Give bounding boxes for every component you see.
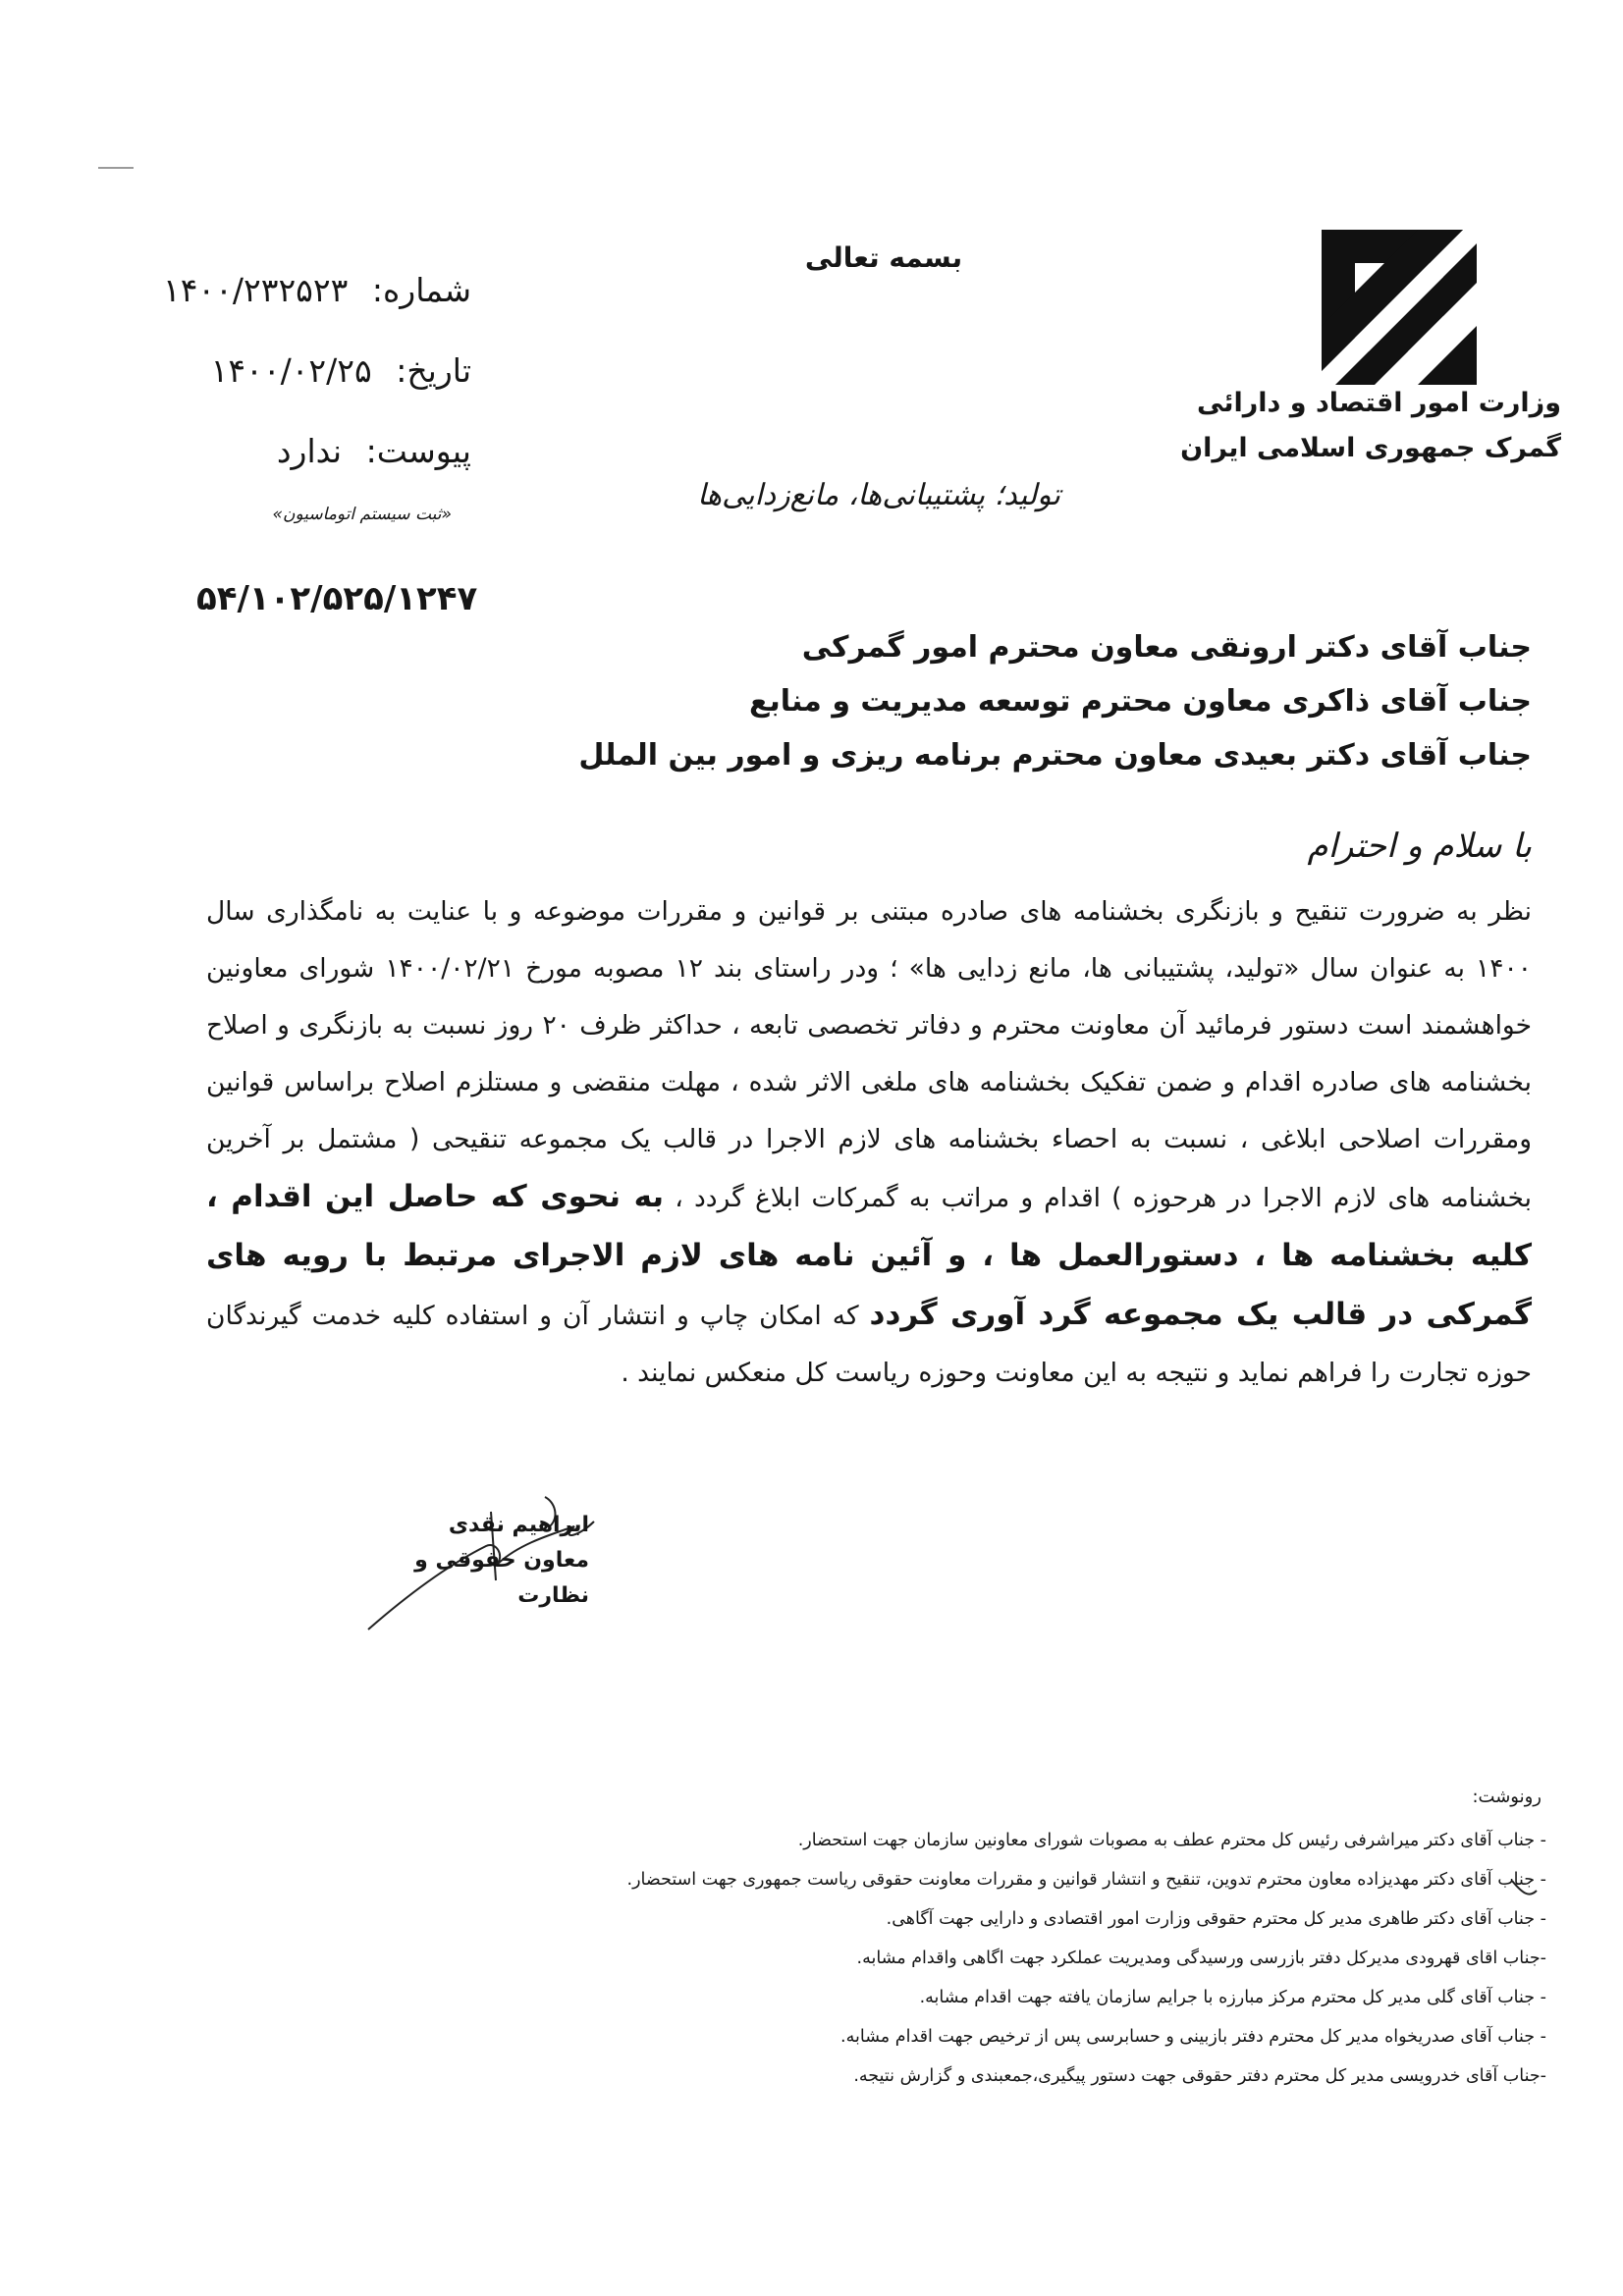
year-slogan: تولید؛ پشتیبانی‌ها، مانع‌زدایی‌ها — [697, 478, 1060, 512]
date-label: تاریخ: — [396, 351, 471, 390]
handwritten-check-mark — [1507, 1873, 1546, 1902]
organization-header — [1129, 381, 1561, 471]
attachment-value: ندارد — [276, 432, 343, 470]
date-value: ۱۴۰۰/۰۲/۲۵ — [210, 351, 372, 390]
automation-note: «ثبت سیستم اتوماسیون» — [272, 505, 452, 524]
recipient-line: جناب آقای دکتر بعیدی معاون محترم برنامه ریزی و امور بین الملل — [578, 738, 1532, 773]
body-part-1: نظر به ضرورت تنقیح و بازنگری بخشنامه های صادره مبتنی بر قوانین و مقررات موضوعه و با عنایت به نامگذاری سال ۱۴۰۰ به عنوان سال «تولید، پشتیبانی ها، مانع زدایی ها» ؛ ودر راستای بند ۱۲ مصوبه مورخ ۱۴۰۰/۰۲/۲۱ شورای معاونین خواهشمند است دستور فرمائید آن معاونت محترم و دفاتر تخصصی تابعه ، حداکثر ظرف ۲۰ روز نسبت به بازنگری و اصلاح بخشنامه های صادره اقدام و ضمن تفکیک بخشنامه های ملغی الاثر شده ، مهلت منقضی و مستلزم اصلاح براساس قوانین ومقررات اصلاحی ابلاغی ، نسبت به احصاء بخشنامه های لازم الاجرا در قالب یک مجموعه تنقیحی ( مشتمل بر آخرین بخشنامه های لازم الاجرا در هرحوزه ) اقدام و مراتب به گمرکات ابلاغ گردد ، — [206, 896, 1532, 1213]
attachment-label: پیوست: — [365, 432, 471, 470]
recipient-line: جناب آقای دکتر ارونقی معاون محترم امور گمرکی — [801, 630, 1532, 665]
stray-line — [98, 167, 134, 169]
basmala: بسمه تعالی — [804, 241, 963, 274]
date-row — [147, 331, 471, 411]
cc-item: - جناب آقای دکتر طاهری مدیر کل محترم حقوقی وزارت امور اقتصادی و دارایی جهت آگاهی. — [886, 1909, 1546, 1929]
signatory-title: معاون حقوقی و نظارت — [414, 1548, 589, 1608]
cc-item: -جناب اقای قهرودی مدیرکل دفتر بازرسی ورسیدگی ومدیریت عملکرد جهت اگاهی واقدام مشابه. — [856, 1949, 1546, 1968]
recipients — [550, 620, 1532, 782]
signatory — [373, 1508, 589, 1614]
signatory-name: ابراهیم نقدی — [448, 1513, 589, 1537]
org-line-ministry: وزارت امور اقتصاد و دارائی — [1197, 388, 1561, 418]
cc-list — [589, 1821, 1546, 2096]
cc-item: - جناب آقای دکتر مهدیزاده معاون محترم تدوین، تنقیح و انتشار قوانین و مقررات معاونت حقوقی ریاست جمهوری جهت استحضار. — [626, 1870, 1546, 1890]
letter-body — [206, 883, 1532, 1402]
number-value: ۱۴۰۰/۲۳۲۵۲۳ — [162, 271, 349, 309]
reference-code: ۵۴/۱۰۲/۵۲۵/۱۲۴۷ — [196, 579, 478, 618]
body-part-3: که امکان چاپ و انتشار آن و استفاده کلیه خدمت گیرندگان حوزه تجارت را فراهم نماید و نتیجه به این معاونت وحوزه ریاست کل منعکس نمایند . — [206, 1301, 1532, 1388]
cc-item: -جناب آقای خدرویسی مدیر کل محترم دفتر حقوقی جهت دستور پیگیری،جمعبندی و گزارش نتیجه. — [853, 2066, 1546, 2086]
number-row — [147, 250, 471, 331]
recipient-line: جناب آقای ذاکری معاون محترم توسعه مدیریت و منابع — [749, 684, 1532, 719]
cc-title: رونوشت: — [1472, 1787, 1542, 1807]
org-line-customs: گمرک جمهوری اسلامی ایران — [1180, 433, 1561, 463]
cc-item: - جناب آقای صدریخواه مدیر کل محترم دفتر بازبینی و حسابرسی پس از ترخیص جهت اقدام مشابه. — [840, 2027, 1546, 2047]
number-label: شماره: — [371, 271, 471, 309]
attachment-row — [147, 411, 471, 492]
letter-meta — [147, 250, 471, 492]
cc-item: - جناب آقای گلی مدیر کل محترم مرکز مبارزه با جرایم سازمان یافته جهت اقدام مشابه. — [919, 1988, 1546, 2007]
body-part-2-emphasis: به نحوی که حاصل این اقدام ، کلیه بخشنامه ها ، دستورالعمل ها ، و آئین نامه های لازم الاجرای مرتبط با رویه های گمرکی در قالب یک مجموعه گرد آوری گردد — [206, 1179, 1532, 1332]
cc-item: - جناب آقای دکتر میراشرفی رئیس کل محترم عطف به مصوبات شورای معاونین سازمان جهت استحضار. — [797, 1831, 1546, 1850]
greeting: با سلام و احترام — [1307, 827, 1532, 866]
customs-logo-icon — [1316, 224, 1483, 391]
